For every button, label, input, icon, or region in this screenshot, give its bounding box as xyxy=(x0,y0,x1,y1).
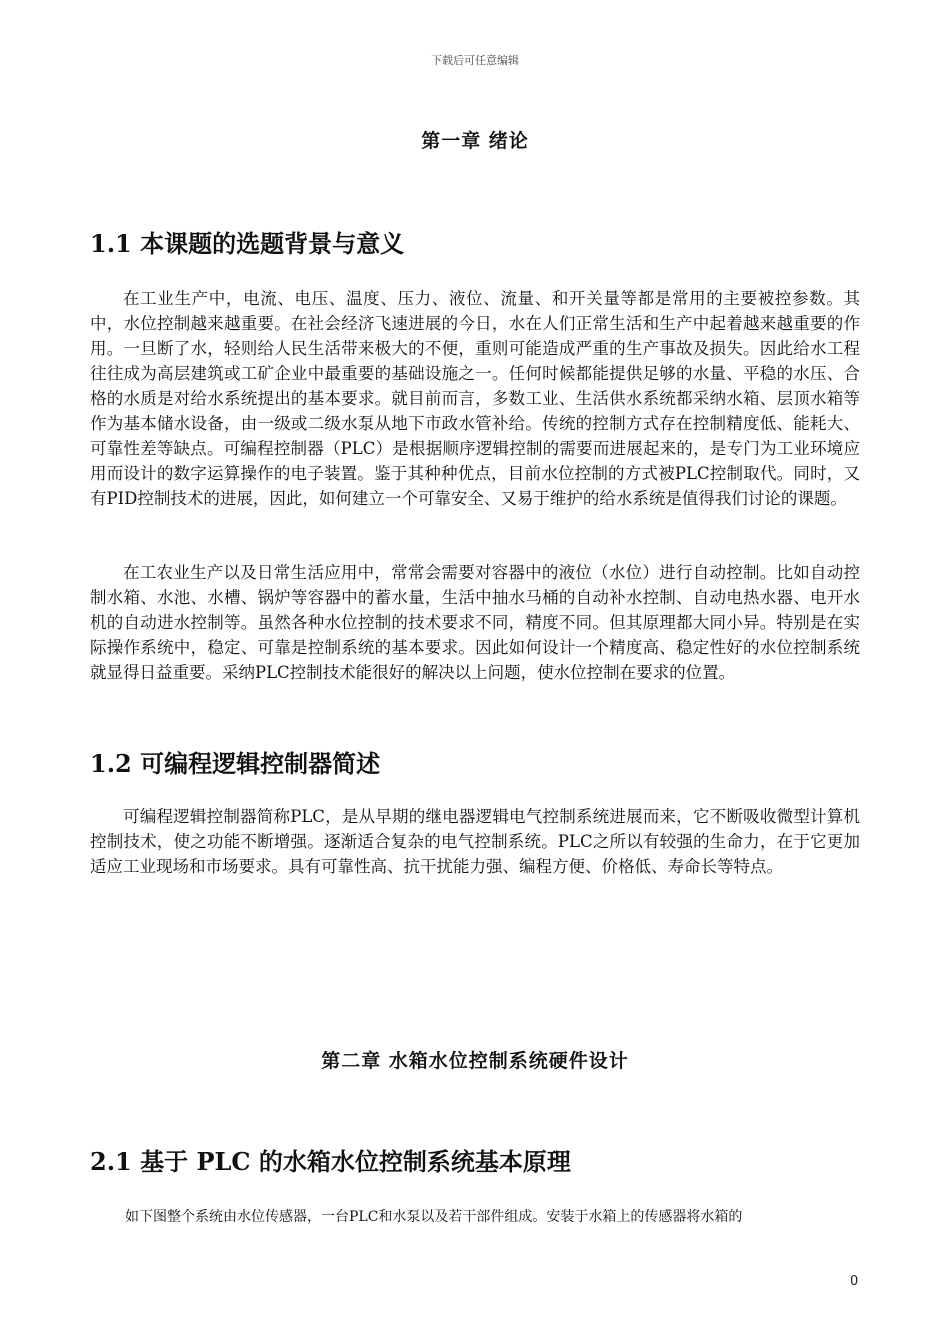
page-header: 下载后可任意编辑 xyxy=(431,54,519,67)
section-1-2-paragraph-1: 可编程逻辑控制器简称PLC，是从早期的继电器逻辑电气控制系统进展而来，它不断吸收微型计算机控制技术，使之功能不断增强。逐渐适合复杂的电气控制系统。PLC之所以有较强的生命力，在于它更加适应工业现场和市场要求。具有可靠性高、抗干扰能力强、编程方便、价格低、寿命长等特点。 xyxy=(90,807,860,876)
chapter-1-title: 第一章 绪论 xyxy=(421,130,529,152)
page-number: 0 xyxy=(850,1274,859,1289)
chapter-2-title: 第二章 水箱水位控制系统硬件设计 xyxy=(321,1050,629,1072)
section-2-1-paragraph-1: 如下图整个系统由水位传感器，一台PLC和水泵以及若干部件组成。安装于水箱上的传感器将水箱的 xyxy=(125,1209,743,1225)
section-1-1-paragraph-1: 在工业生产中，电流、电压、温度、压力、液位、流量、和开关量等都是常用的主要被控参数。其中，水位控制越来越重要。在社会经济飞速进展的今日，水在人们正常生活和生产中起着越来越重要的作用。一旦断了水，轻则给人民生活带来极大的不便，重则可能造成严重的生产事故及损失。因此给水工程往往成为高层建筑或工矿企业中最重要的基础设施之一。任何时候都能提供足够的水量、平稳的水压、合格的水质是对给水系统提出的基本要求。就目前而言，多数工业、生活供水系统都采纳水箱、层顶水箱等作为基本储水设备，由一级或二级水泵从地下市政水管补给。传统的控制方式存在控制精度低、能耗大、可靠性差等缺点。可编程控制器（PLC）是根据顺序逻辑控制的需要而进展起来的，是专门为工业环境应用而设计的数字运算操作的电子装置。鉴于其种种优点，目前水位控制的方式被PLC控制取代。同时，又有PID控制技术的进展，因此，如何建立一个可靠安全、又易于维护的给水系统是值得我们讨论的课题。 xyxy=(90,289,860,508)
section-1-1-heading: 1.1 本课题的选题背景与意义 xyxy=(90,229,405,258)
section-1-2-heading: 1.2 可编程逻辑控制器简述 xyxy=(90,749,381,778)
section-1-1-paragraph-2: 在工农业生产以及日常生活应用中，常常会需要对容器中的液位（水位）进行自动控制。比如自动控制水箱、水池、水槽、锅炉等容器中的蓄水量，生活中抽水马桶的自动补水控制、自动电热水器、电开水机的自动进水控制等。虽然各种水位控制的技术要求不同，精度不同。但其原理都大同小异。特别是在实际操作系统中，稳定、可靠是控制系统的基本要求。因此如何设计一个精度高、稳定性好的水位控制系统就显得日益重要。采纳PLC控制技术能很好的解决以上问题，使水位控制在要求的位置。 xyxy=(90,563,860,682)
section-2-1-heading: 2.1 基于 PLC 的水箱水位控制系统基本原理 xyxy=(90,1147,571,1176)
